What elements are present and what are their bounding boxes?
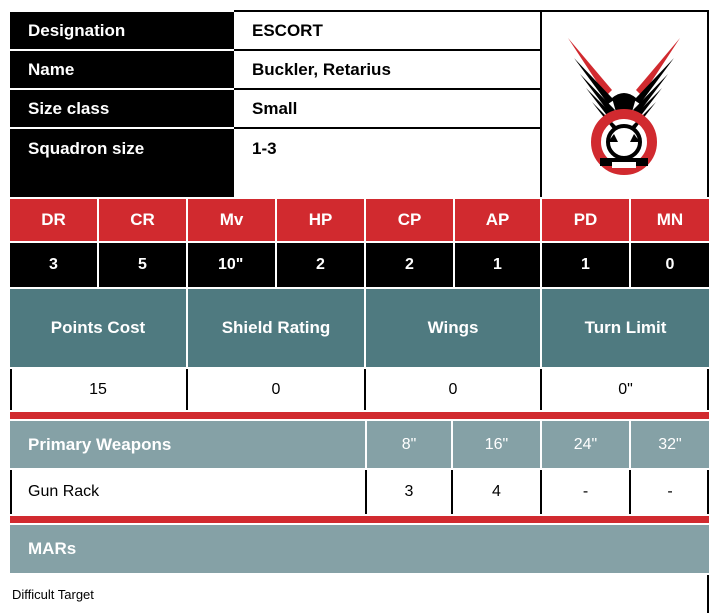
mars-text: Difficult Target xyxy=(12,586,94,602)
range-32: 32" xyxy=(631,421,709,468)
designation-value: ESCORT xyxy=(234,12,540,49)
section-divider xyxy=(10,516,709,523)
divider xyxy=(707,369,709,410)
divider xyxy=(629,470,631,514)
stat-header-ap: AP xyxy=(455,199,540,241)
stat-value-dr: 3 xyxy=(10,243,97,287)
range-16: 16" xyxy=(453,421,540,468)
name-label: Name xyxy=(10,51,234,88)
divider xyxy=(364,369,366,410)
winged-emblem-icon xyxy=(560,30,688,180)
squadron-size-label: Squadron size xyxy=(10,129,234,197)
stat-header-pd: PD xyxy=(542,199,629,241)
weapon-value-24: - xyxy=(542,470,629,514)
section-divider xyxy=(10,412,709,419)
points-cost-value: 15 xyxy=(10,369,186,410)
divider xyxy=(186,369,188,410)
stat-header-cp: CP xyxy=(366,199,453,241)
size-class-label: Size class xyxy=(10,90,234,127)
turn-limit-header: Turn Limit xyxy=(542,289,709,367)
divider xyxy=(707,575,709,613)
range-8: 8" xyxy=(367,421,451,468)
divider xyxy=(707,470,709,514)
divider xyxy=(234,49,540,51)
divider xyxy=(707,12,709,197)
range-24: 24" xyxy=(542,421,629,468)
divider xyxy=(540,12,542,197)
divider xyxy=(540,470,542,514)
stat-header-dr: DR xyxy=(10,199,97,241)
weapon-value-16: 4 xyxy=(453,470,540,514)
weapon-value-32: - xyxy=(631,470,709,514)
stat-header-mv: Mv xyxy=(188,199,275,241)
wings-value: 0 xyxy=(366,369,540,410)
points-cost-header: Points Cost xyxy=(10,289,186,367)
divider xyxy=(10,470,12,514)
stat-header-mn: MN xyxy=(631,199,709,241)
divider xyxy=(540,369,542,410)
shield-rating-header: Shield Rating xyxy=(188,289,364,367)
stat-header-hp: HP xyxy=(277,199,364,241)
divider xyxy=(234,88,540,90)
divider xyxy=(234,10,709,12)
stat-value-pd: 1 xyxy=(542,243,629,287)
name-value: Buckler, Retarius xyxy=(234,51,540,88)
stat-value-ap: 1 xyxy=(455,243,540,287)
designation-label: Designation xyxy=(10,12,234,49)
divider xyxy=(10,369,12,410)
stat-header-cr: CR xyxy=(99,199,186,241)
weapon-name: Gun Rack xyxy=(10,470,365,514)
mars-title: MARs xyxy=(10,525,709,573)
divider xyxy=(234,127,540,129)
stat-value-mn: 0 xyxy=(631,243,709,287)
primary-weapons-title: Primary Weapons xyxy=(10,421,365,468)
turn-limit-value: 0" xyxy=(542,369,709,410)
stat-value-mv: 10" xyxy=(188,243,275,287)
stat-value-cp: 2 xyxy=(366,243,453,287)
stat-value-cr: 5 xyxy=(99,243,186,287)
stat-value-hp: 2 xyxy=(277,243,364,287)
size-class-value: Small xyxy=(234,90,540,127)
divider xyxy=(365,470,367,514)
divider xyxy=(451,470,453,514)
weapon-value-8: 3 xyxy=(367,470,451,514)
wings-header: Wings xyxy=(366,289,540,367)
squadron-size-value: 1-3 xyxy=(234,129,540,197)
shield-rating-value: 0 xyxy=(188,369,364,410)
